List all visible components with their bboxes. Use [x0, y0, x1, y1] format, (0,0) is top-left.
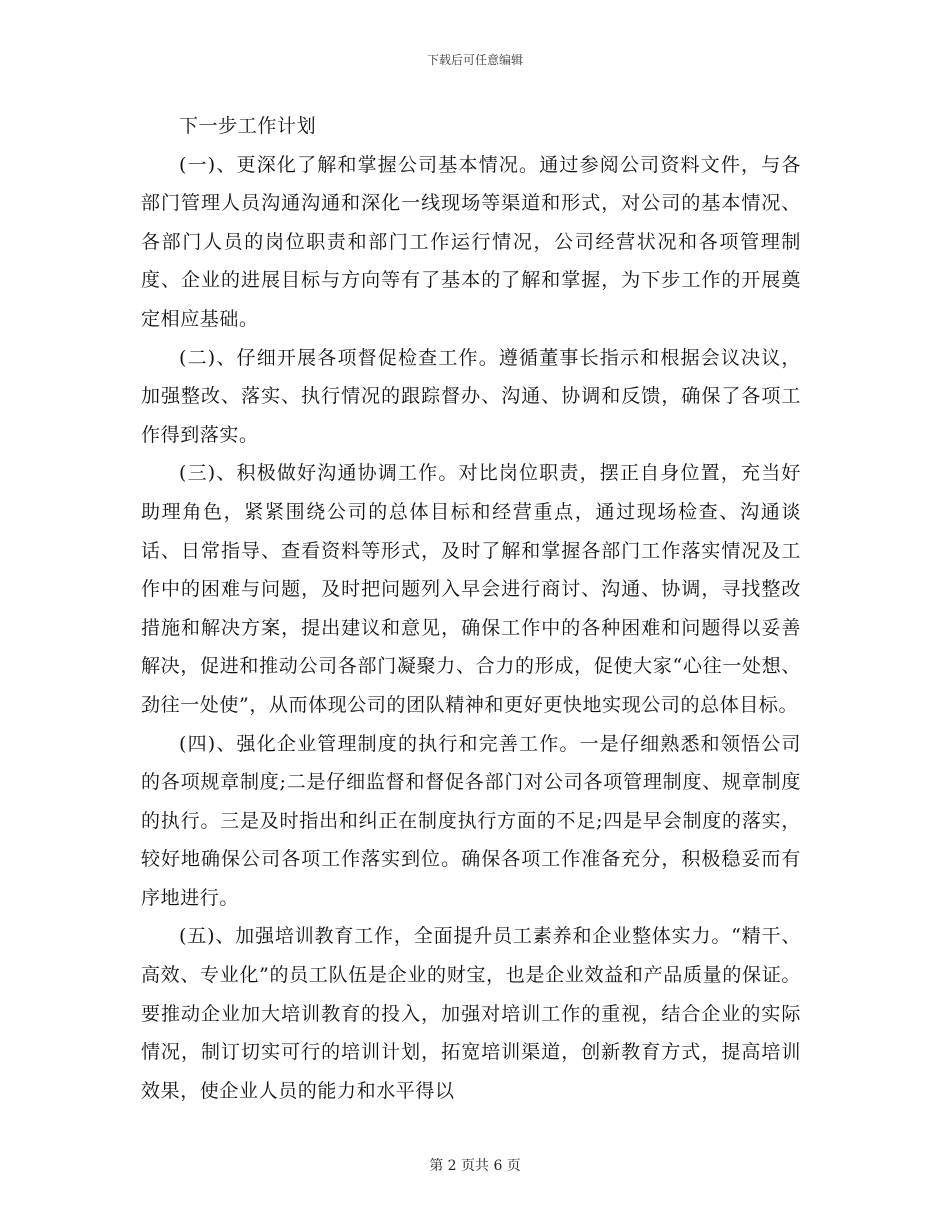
paragraph-4: (四)、强化企业管理制度的执行和完善工作。一是仔细熟悉和领悟公司的各项规章制度;二是仔细监督和督促各部门对公司各项管理制度、规章制度的执行。三是及时指出和纠正在制度执行方面的不足;四是早会制度的落实，较好地确保公司各项工作落实到位。确保各项工作准备充分，积极稳妥而有序地进行。 [141, 732, 801, 909]
paragraph-5: (五)、加强培训教育工作，全面提升员工素养和企业整体实力。“精干、高效、专业化”的员工队伍是企业的财宝，也是企业效益和产品质量的保证。要推动企业加大培训教育的投入，加强对培训工作的重视，结合企业的实际情况，制订切实可行的培训计划，拓宽培训渠道，创新教育方式，提高培训效果，使企业人员的能力和水平得以 [141, 925, 801, 1102]
paragraph-2: (二)、仔细开展各项督促检查工作。遵循董事长指示和根据会议决议，加强整改、落实、执行情况的跟踪督办、沟通、协调和反馈，确保了各项工作得到落实。 [141, 346, 801, 446]
paragraph-1: (一)、更深化了解和掌握公司基本情况。通过参阅公司资料文件，与各部门管理人员沟通沟通和深化一线现场等渠道和形式，对公司的基本情况、各部门人员的岗位职责和部门工作运行情况，公司经营状况和各项管理制度、企业的进展目标与方向等有了基本的了解和掌握，为下步工作的开展奠定相应基础。 [141, 153, 801, 330]
page-header: 下载后可任意编辑 [426, 53, 523, 67]
document-body [141, 107, 801, 1110]
document-title: 下一步工作计划 [179, 115, 317, 137]
paragraph-3: (三)、积极做好沟通协调工作。对比岗位职责，摆正自身位置，充当好助理角色，紧紧围绕公司的总体目标和经营重点，通过现场检查、沟通谈话、日常指导、查看资料等形式，及时了解和掌握各部门工作落实情况及工作中的困难与问题，及时把问题列入早会进行商讨、沟通、协调，寻找整改措施和解决方案，提出建议和意见，确保工作中的各种困难和问题得以妥善解决，促进和推动公司各部门凝聚力、合力的形成，促使大家“心往一处想、劲往一处使”，从而体现公司的团队精神和更好更快地实现公司的总体目标。 [141, 462, 801, 716]
page-number: 第 2 页共 6 页 [429, 1158, 521, 1174]
